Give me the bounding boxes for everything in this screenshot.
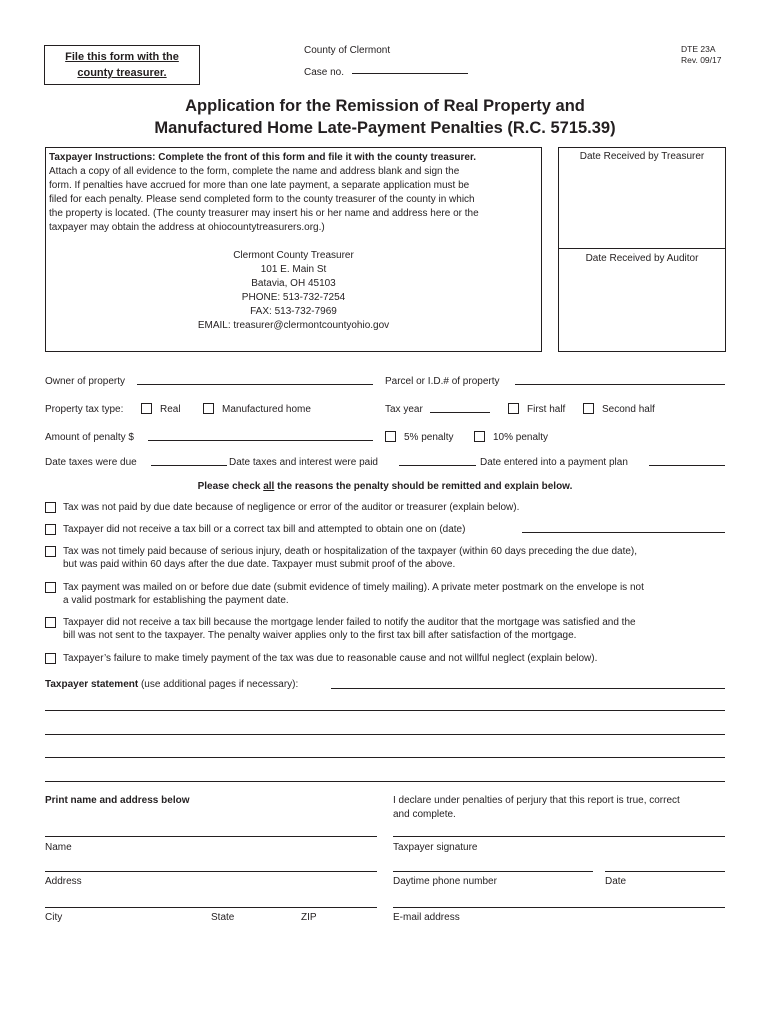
- penalty-5-label: 5% penalty: [404, 432, 454, 443]
- city-label: City: [45, 912, 63, 923]
- tax-year-field[interactable]: [430, 412, 490, 413]
- reason-checkbox-mortgage[interactable]: [45, 617, 56, 628]
- penalty-5-checkbox[interactable]: [385, 431, 396, 442]
- treasurer-fax: FAX: 513-732-7969: [250, 306, 337, 317]
- tax-year-label: Tax year: [385, 404, 423, 415]
- file-notice-line2: county treasurer.: [77, 67, 167, 79]
- date-received-treasurer-label: Date Received by Treasurer: [579, 151, 705, 162]
- daytime-phone-field[interactable]: [393, 871, 593, 872]
- manufactured-home-label: Manufactured home: [222, 404, 311, 415]
- penalty-amount-label: Amount of penalty $: [45, 432, 134, 443]
- instructions-line: Attach a copy of all evidence to the form, complete the name and address blank and sign the: [49, 166, 460, 177]
- reason-checkbox-hospitalization[interactable]: [45, 546, 56, 557]
- real-checkbox[interactable]: [141, 403, 152, 414]
- date-label: Date: [605, 876, 627, 887]
- taxpayer-signature-label: Taxpayer signature: [393, 842, 478, 853]
- first-half-checkbox[interactable]: [508, 403, 519, 414]
- instructions-line: form. If penalties have accrued for more than one late payment, a separate application must be: [49, 180, 470, 191]
- reasons-heading: [0, 481, 770, 492]
- case-number-field[interactable]: [352, 73, 468, 74]
- statement-line[interactable]: [45, 781, 725, 782]
- second-half-label: Second half: [602, 404, 655, 415]
- reasons-heading-emphasis: all: [263, 481, 275, 492]
- instructions-box: [45, 147, 542, 352]
- date-received-box: [558, 147, 726, 352]
- reason-text-cont: but was paid within 60 days after the due date. Taxpayer must submit proof of the above.: [63, 559, 456, 570]
- reason-checkbox-reasonable-cause[interactable]: [45, 653, 56, 664]
- print-name-heading: Print name and address below: [45, 795, 190, 806]
- instructions-line: taxpayer may obtain the address at ohiocountytreasurers.org.): [49, 222, 325, 233]
- reasons-heading-pre: Please check: [197, 481, 264, 492]
- penalty-amount-field[interactable]: [148, 440, 373, 441]
- daytime-phone-label: Daytime phone number: [393, 876, 497, 887]
- parcel-label: Parcel or I.D.# of property: [385, 376, 500, 387]
- declaration-line2: and complete.: [393, 809, 456, 820]
- statement-label: [45, 679, 298, 690]
- date-received-auditor-label: Date Received by Auditor: [585, 253, 699, 264]
- treasurer-city: Batavia, OH 45103: [251, 278, 336, 289]
- treasurer-email: EMAIL: treasurer@clermontcountyohio.gov: [197, 320, 390, 331]
- email-field[interactable]: [393, 907, 725, 908]
- treasurer-name: Clermont County Treasurer: [233, 250, 354, 261]
- form-revision: Rev. 09/17: [681, 55, 722, 65]
- reason-text: Tax payment was mailed on or before due date (submit evidence of timely mailing). A private meter postmark on the envelope is not: [63, 582, 644, 593]
- instructions-line: the property is located. (The county treasurer may insert his or her name and address here or the: [49, 208, 479, 219]
- address-label: Address: [45, 876, 82, 887]
- no-bill-date-field[interactable]: [522, 532, 725, 533]
- penalty-10-label: 10% penalty: [493, 432, 549, 443]
- date-plan-field[interactable]: [649, 465, 725, 466]
- statement-label-rest: (use additional pages if necessary):: [138, 679, 299, 690]
- date-paid-field[interactable]: [399, 465, 476, 466]
- city-state-zip-field[interactable]: [45, 907, 377, 908]
- treasurer-phone: PHONE: 513-732-7254: [241, 292, 346, 303]
- taxpayer-signature-field[interactable]: [393, 836, 725, 837]
- parcel-field[interactable]: [515, 384, 725, 385]
- date-due-field[interactable]: [151, 465, 227, 466]
- declaration-line1: I declare under penalties of perjury that this report is true, correct: [393, 795, 680, 806]
- second-half-checkbox[interactable]: [583, 403, 594, 414]
- date-due-label: Date taxes were due: [45, 457, 137, 468]
- penalty-10-checkbox[interactable]: [474, 431, 485, 442]
- file-notice-line1: File this form with the: [65, 51, 179, 63]
- instructions-line: filed for each penalty. Please send completed form to the county treasurer of the county in which: [49, 194, 475, 205]
- owner-label: Owner of property: [45, 376, 126, 387]
- owner-field[interactable]: [137, 384, 373, 385]
- name-field[interactable]: [45, 836, 377, 837]
- real-label: Real: [160, 404, 181, 415]
- reason-text: Tax was not paid by due date because of negligence or error of the auditor or treasurer (explain below).: [63, 502, 520, 513]
- zip-label: ZIP: [301, 912, 317, 923]
- property-type-label: Property tax type:: [45, 404, 124, 415]
- title-line1: Application for the Remission of Real Property and: [185, 97, 585, 115]
- statement-label-bold: Taxpayer statement: [45, 679, 139, 690]
- date-received-divider: [559, 248, 725, 249]
- name-label: Name: [45, 842, 72, 853]
- case-label: Case no.: [304, 67, 345, 78]
- state-label: State: [211, 912, 235, 923]
- address-field[interactable]: [45, 871, 377, 872]
- file-notice-box: [44, 45, 200, 85]
- date-paid-label: Date taxes and interest were paid: [229, 457, 378, 468]
- statement-line[interactable]: [331, 688, 725, 689]
- reason-text: Taxpayer did not receive a tax bill or a correct tax bill and attempted to obtain one on (date): [63, 524, 466, 535]
- reason-text: Taxpayer’s failure to make timely payment of the tax was due to reasonable cause and not willful neglect (explain below).: [63, 653, 598, 664]
- date-field[interactable]: [605, 871, 725, 872]
- reason-checkbox-no-bill[interactable]: [45, 524, 56, 535]
- email-label: E-mail address: [393, 912, 460, 923]
- treasurer-street: 101 E. Main St: [260, 264, 327, 275]
- statement-line[interactable]: [45, 757, 725, 758]
- reason-checkbox-mailed[interactable]: [45, 582, 56, 593]
- county-name: County of Clermont: [304, 45, 391, 56]
- reason-text-cont: bill was not sent to the taxpayer. The penalty waiver applies only to the first tax bill after satisfaction of the mortgage.: [63, 630, 577, 641]
- manufactured-home-checkbox[interactable]: [203, 403, 214, 414]
- date-plan-label: Date entered into a payment plan: [480, 457, 628, 468]
- form-id: DTE 23A: [681, 44, 716, 54]
- instructions-lead: Taxpayer Instructions: Complete the front of this form and file it with the county treasurer.: [49, 152, 477, 163]
- reason-text: Taxpayer did not receive a tax bill because the mortgage lender failed to notify the auditor that the mortgage was satisfied and the: [63, 617, 636, 628]
- reason-checkbox-auditor-error[interactable]: [45, 502, 56, 513]
- reasons-heading-post: the reasons the penalty should be remitted and explain below.: [274, 481, 573, 492]
- statement-line[interactable]: [45, 734, 725, 735]
- reason-text: Tax was not timely paid because of serious injury, death or hospitalization of the taxpayer (within 60 days preceding the due date),: [63, 546, 638, 557]
- statement-line[interactable]: [45, 710, 725, 711]
- title-line2: Manufactured Home Late-Payment Penalties (R.C. 5715.39): [154, 119, 616, 137]
- first-half-label: First half: [527, 404, 566, 415]
- reason-text-cont: a valid postmark for establishing the payment date.: [63, 595, 289, 606]
